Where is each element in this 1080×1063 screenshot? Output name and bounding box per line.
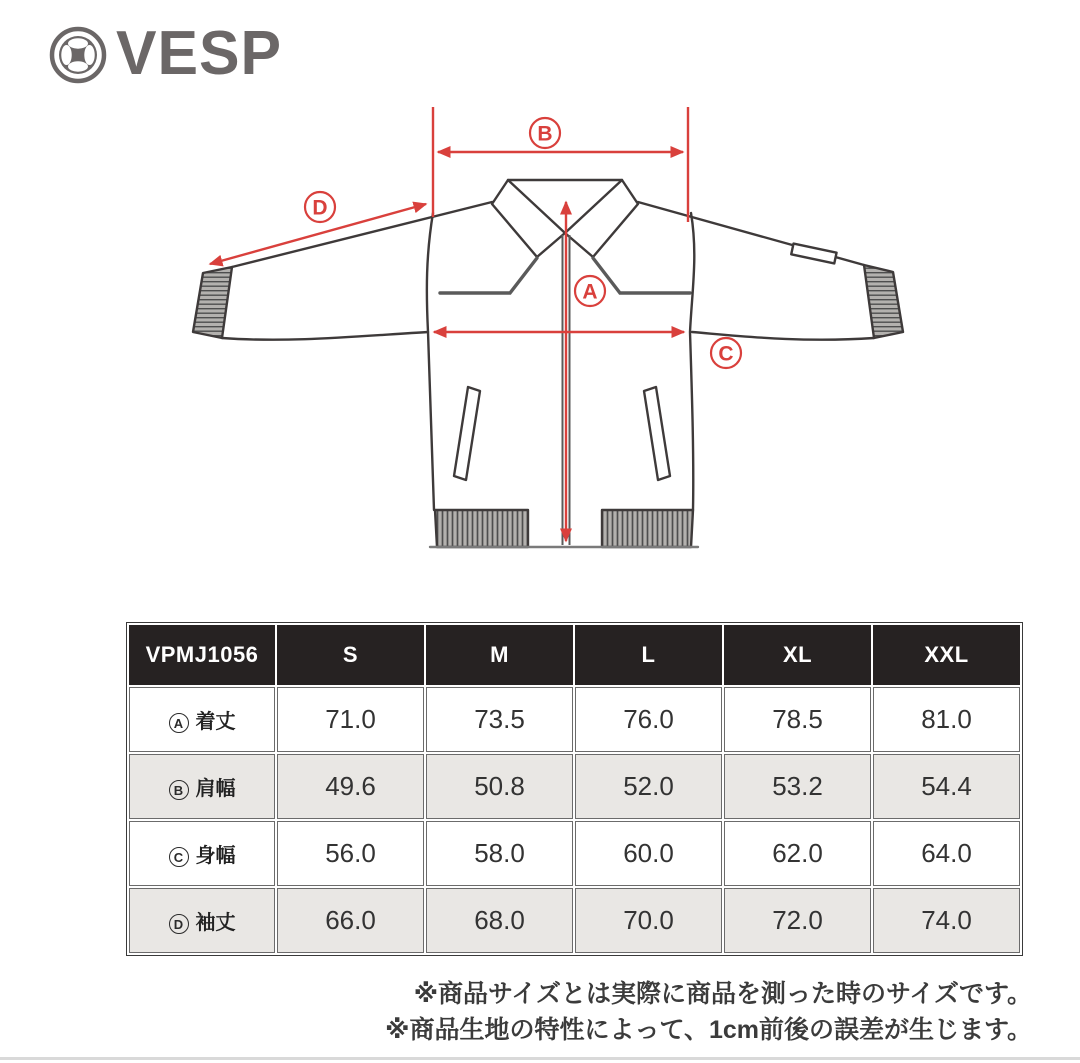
label-D: D xyxy=(312,196,328,220)
table-row-body-width xyxy=(129,821,1020,886)
size-notes xyxy=(385,976,1032,1049)
label-B: B xyxy=(537,122,553,146)
table-row-shoulder-width xyxy=(129,754,1020,819)
collar-right-leaf xyxy=(565,180,638,257)
body-right-seam xyxy=(690,213,694,510)
jacket-outline xyxy=(193,180,903,547)
col-size-m: M xyxy=(426,625,573,685)
cell-value: 49.6 xyxy=(277,754,424,819)
cell-value: 76.0 xyxy=(575,687,722,752)
left-sleeve-bottom-edge xyxy=(222,332,428,340)
cell-value: 72.0 xyxy=(724,888,871,953)
cell-value: 74.0 xyxy=(873,888,1020,953)
measurement-labels xyxy=(305,118,741,368)
measurement-marks xyxy=(210,107,688,541)
cell-value: 50.8 xyxy=(426,754,573,819)
cell-value: 71.0 xyxy=(277,687,424,752)
jacket-measurement-diagram xyxy=(180,95,920,580)
cell-value: 68.0 xyxy=(426,888,573,953)
jacket-diagram-svg xyxy=(180,95,920,575)
right-pocket-slit xyxy=(644,387,670,480)
cell-value: 66.0 xyxy=(277,888,424,953)
cell-value: 78.5 xyxy=(724,687,871,752)
cell-value: 64.0 xyxy=(873,821,1020,886)
vesp-emblem-icon xyxy=(46,22,110,86)
cell-value: 73.5 xyxy=(426,687,573,752)
collar-left-leaf xyxy=(492,180,565,257)
table-row-body-length xyxy=(129,687,1020,752)
circled-letter-D: D xyxy=(169,914,189,934)
brand-name: VESP xyxy=(116,19,283,88)
model-number: VPMJ1056 xyxy=(129,625,275,685)
label-C: C xyxy=(718,342,734,366)
brand-logo xyxy=(46,19,285,88)
sleeve-patch xyxy=(791,244,836,264)
hem-rib-left xyxy=(435,510,528,547)
cell-value: 58.0 xyxy=(426,821,573,886)
row-label: 肩幅 xyxy=(195,778,236,800)
cell-value: 81.0 xyxy=(873,687,1020,752)
col-size-xxl: XXL xyxy=(873,625,1020,685)
col-size-xl: XL xyxy=(724,625,871,685)
note-line-1: ※商品サイズとは実際に商品を測った時のサイズです。 xyxy=(413,980,1032,1008)
cell-value: 62.0 xyxy=(724,821,871,886)
cell-value: 60.0 xyxy=(575,821,722,886)
row-label: 身幅 xyxy=(195,845,236,867)
left-pocket-slit xyxy=(454,387,480,480)
circled-letter-A: A xyxy=(169,713,189,733)
size-table-header-row xyxy=(129,625,1020,685)
label-A: A xyxy=(582,280,598,304)
body-left-seam xyxy=(427,213,434,510)
col-size-s: S xyxy=(277,625,424,685)
row-label: 着丈 xyxy=(195,711,236,733)
cell-value: 56.0 xyxy=(277,821,424,886)
bottom-divider xyxy=(0,1057,1080,1060)
hem-rib-right xyxy=(602,510,693,547)
circled-letter-B: B xyxy=(169,780,189,800)
cell-value: 54.4 xyxy=(873,754,1020,819)
cell-value: 70.0 xyxy=(575,888,722,953)
col-size-l: L xyxy=(575,625,722,685)
size-spec-table xyxy=(126,622,1023,956)
row-label: 袖丈 xyxy=(195,912,236,934)
left-sleeve-top-edge xyxy=(232,202,492,267)
right-cuff-rib xyxy=(864,265,903,338)
left-cuff-rib xyxy=(193,267,232,338)
cell-value: 52.0 xyxy=(575,754,722,819)
cell-value: 53.2 xyxy=(724,754,871,819)
circled-letter-C: C xyxy=(169,847,189,867)
note-line-2: ※商品生地の特性によって、1cm前後の誤差が生じます。 xyxy=(385,1016,1032,1045)
table-row-sleeve-length xyxy=(129,888,1020,953)
